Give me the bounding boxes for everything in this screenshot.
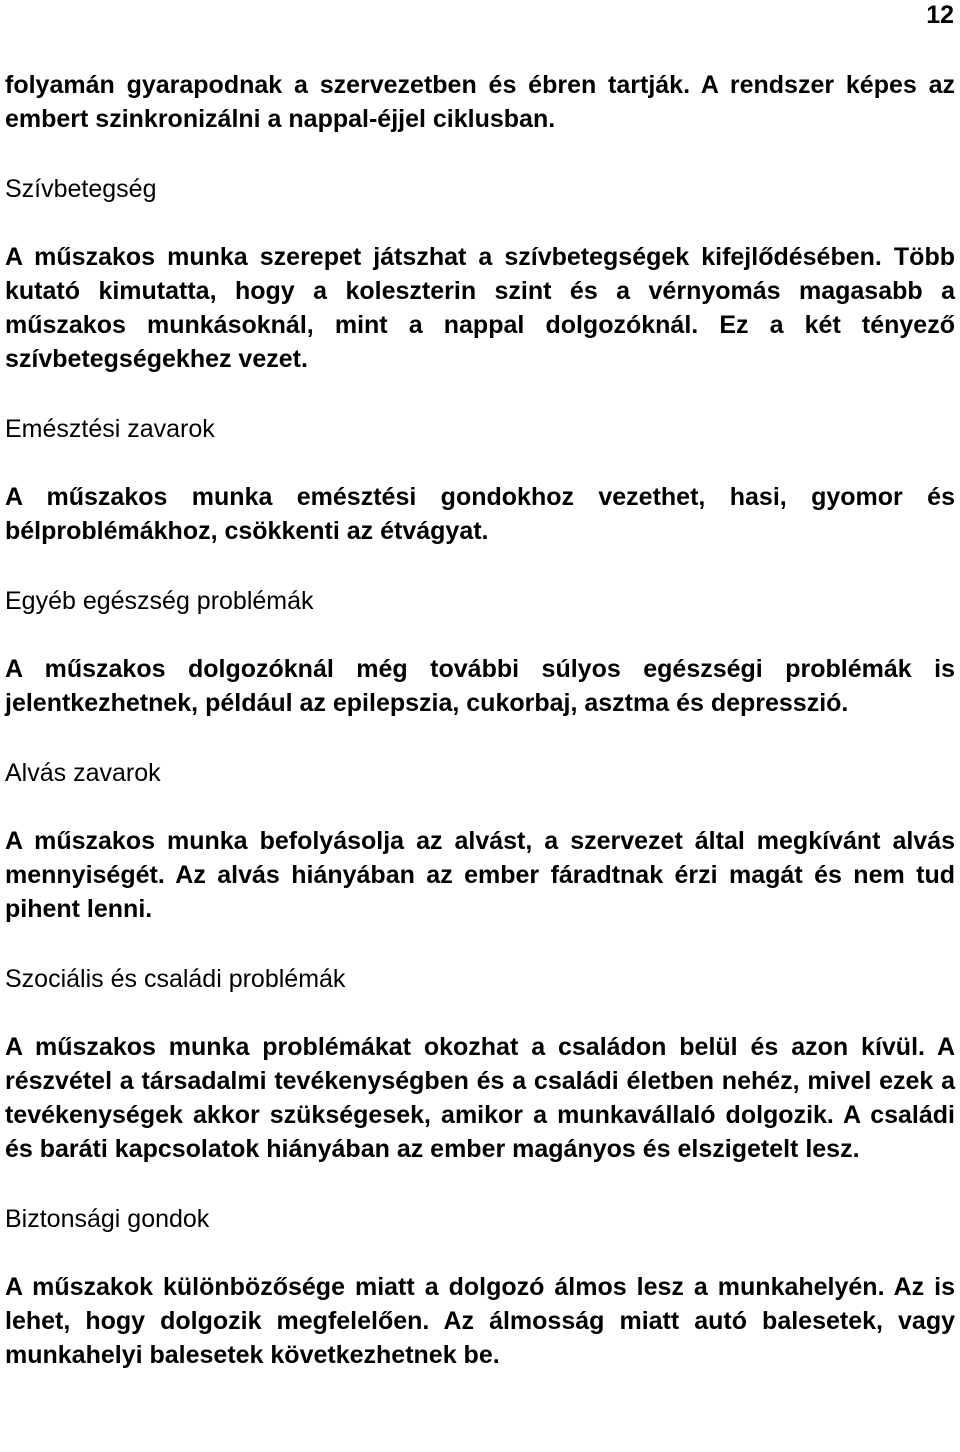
paragraph-social: A műszakos munka problémákat okozhat a családon belül és azon kívül. A részvétel a társadalmi tevékenységben és a családi életben nehéz, mivel ezek a tevékenységek akkor szükségesek, amikor a munkavállaló dolgozik. A családi és baráti kapcsolatok hiányában az ember magányos és elszigetelt lesz. <box>5 1033 955 1163</box>
document-body <box>5 68 955 1372</box>
paragraph-heart-disease: A műszakos munka szerepet játszhat a szívbetegségek kifejlődésében. Több kutató kimutatta, hogy a koleszterin szint és a vérnyomás magasabb a műszakos munkásoknál, mint a nappal dolgozóknál. Ez a két tényező szívbetegségekhez vezet. <box>5 243 955 373</box>
paragraph-safety: A műszakok különbözősége miatt a dolgozó álmos lesz a munkahelyén. Az is lehet, hogy dolgozik megfelelően. Az álmosság miatt autó balesetek, vagy munkahelyi balesetek következhetnek be. <box>5 1273 955 1369</box>
heading-heart-disease: Szívbetegség <box>5 175 157 203</box>
paragraph-other-health: A műszakos dolgozóknál még további súlyos egészségi problémák is jelentkezhetnek, például az epilepszia, cukorbaj, asztma és depresszió. <box>5 655 955 717</box>
paragraph-sleep: A műszakos munka befolyásolja az alvást, a szervezet által megkívánt alvás mennyiségét. Az alvás hiányában az ember fáradtnak érzi magát és nem tud pihent lenni. <box>5 827 955 923</box>
paragraph-intro: folyamán gyarapodnak a szervezetben és ébren tartják. A rendszer képes az embert szinkronizálni a nappal-éjjel ciklusban. <box>5 71 955 133</box>
heading-sleep: Alvás zavarok <box>5 759 161 787</box>
paragraph-digestive: A műszakos munka emésztési gondokhoz vezethet, hasi, gyomor és bélproblémákhoz, csökkenti az étvágyat. <box>5 483 955 545</box>
heading-other-health: Egyéb egészség problémák <box>5 587 314 615</box>
heading-digestive: Emésztési zavarok <box>5 415 215 443</box>
heading-safety: Biztonsági gondok <box>5 1205 210 1233</box>
page-number: 12 <box>926 1 954 29</box>
heading-social: Szociális és családi problémák <box>5 965 346 993</box>
